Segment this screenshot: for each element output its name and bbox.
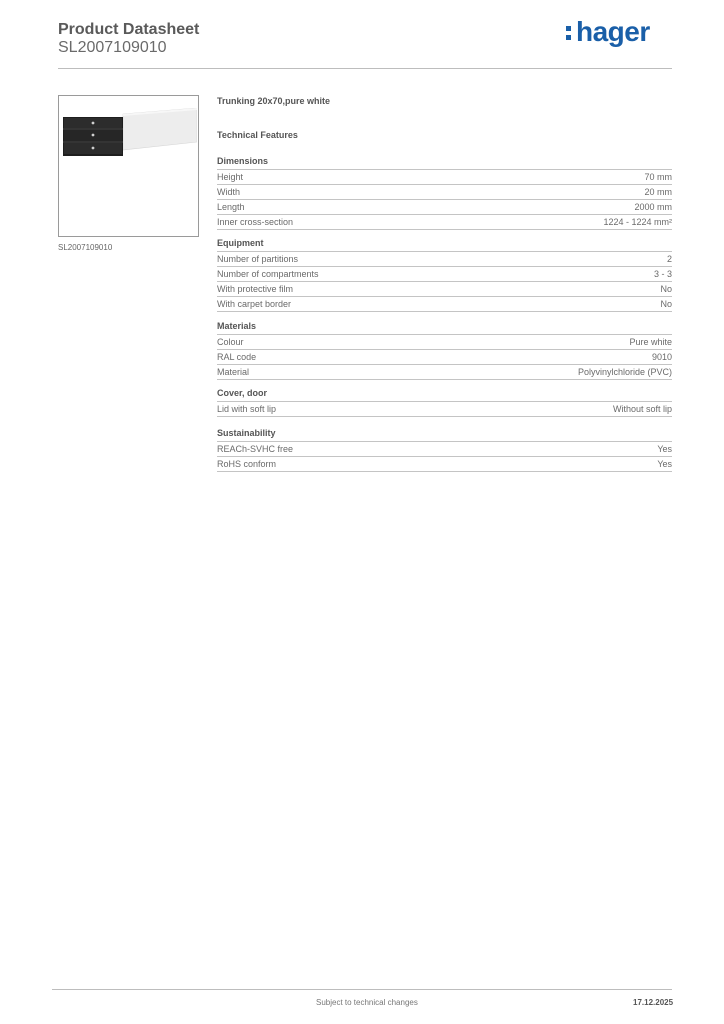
product-name: Trunking 20x70,pure white: [217, 96, 331, 106]
spec-row: [217, 266, 672, 281]
section-title: Sustainability: [217, 428, 276, 438]
spec-row: [217, 251, 672, 266]
spec-value: Yes: [657, 459, 672, 469]
spec-value: Yes: [657, 444, 672, 454]
footer-date: 17.12.2025: [633, 998, 674, 1007]
spec-value: 20 mm: [644, 187, 672, 197]
section-title: Materials: [217, 321, 257, 331]
section-sustainability: [217, 427, 672, 472]
spec-value: 3 - 3: [653, 269, 672, 279]
spec-value: No: [660, 299, 672, 309]
spec-label: Length: [217, 202, 245, 212]
header-divider: [58, 68, 672, 69]
spec-row: [217, 169, 672, 184]
spec-value: No: [660, 284, 672, 294]
spec-row: [217, 401, 672, 417]
spec-label: Number of partitions: [217, 254, 299, 264]
footer-divider: [52, 989, 672, 990]
spec-label: Lid with soft lip: [217, 404, 277, 414]
spec-value: 9010: [651, 352, 672, 362]
spec-value: 2: [666, 254, 672, 264]
product-image: [58, 95, 199, 237]
spec-row: [217, 456, 672, 472]
section-equipment: [217, 237, 672, 312]
spec-label: RoHS conform: [217, 459, 277, 469]
spec-label: Inner cross-section: [217, 217, 294, 227]
spec-value: Without soft lip: [612, 404, 672, 414]
section-cover-door: [217, 387, 672, 417]
spec-value: 1224 - 1224 mm²: [603, 217, 672, 227]
spec-row: [217, 334, 672, 349]
section-title: Equipment: [217, 238, 264, 248]
spec-label: RAL code: [217, 352, 257, 362]
spec-value: 70 mm: [644, 172, 672, 182]
spec-value: Polyvinylchloride (PVC): [577, 367, 672, 377]
spec-label: Colour: [217, 337, 244, 347]
spec-row: [217, 441, 672, 456]
spec-label: Width: [217, 187, 241, 197]
spec-value: Pure white: [629, 337, 672, 347]
spec-label: Number of compartments: [217, 269, 319, 279]
image-caption: SL2007109010: [58, 243, 113, 252]
footer-note: Subject to technical changes: [316, 998, 418, 1007]
spec-label: With carpet border: [217, 299, 292, 309]
spec-label: Material: [217, 367, 250, 377]
spec-row: [217, 364, 672, 380]
section-materials: [217, 320, 672, 380]
spec-row: [217, 214, 672, 230]
spec-label: With protective film: [217, 284, 294, 294]
spec-row: [217, 184, 672, 199]
spec-row: [217, 349, 672, 364]
section-title: Cover, door: [217, 388, 268, 398]
spec-row: [217, 281, 672, 296]
spec-row: [217, 199, 672, 214]
spec-label: REACh-SVHC free: [217, 444, 294, 454]
brand-name: hager: [576, 16, 650, 47]
brand-logo: [566, 16, 650, 48]
spec-value: 2000 mm: [634, 202, 672, 212]
spec-label: Height: [217, 172, 244, 182]
section-dimensions: [217, 155, 672, 230]
spec-row: [217, 296, 672, 312]
trunking-illustration: [63, 108, 197, 158]
section-title: Dimensions: [217, 156, 269, 166]
logo-dots-icon: [566, 23, 574, 43]
product-code: SL2007109010: [58, 39, 167, 56]
page-title: Product Datasheet: [58, 21, 200, 38]
technical-features-heading: Technical Features: [217, 130, 298, 140]
